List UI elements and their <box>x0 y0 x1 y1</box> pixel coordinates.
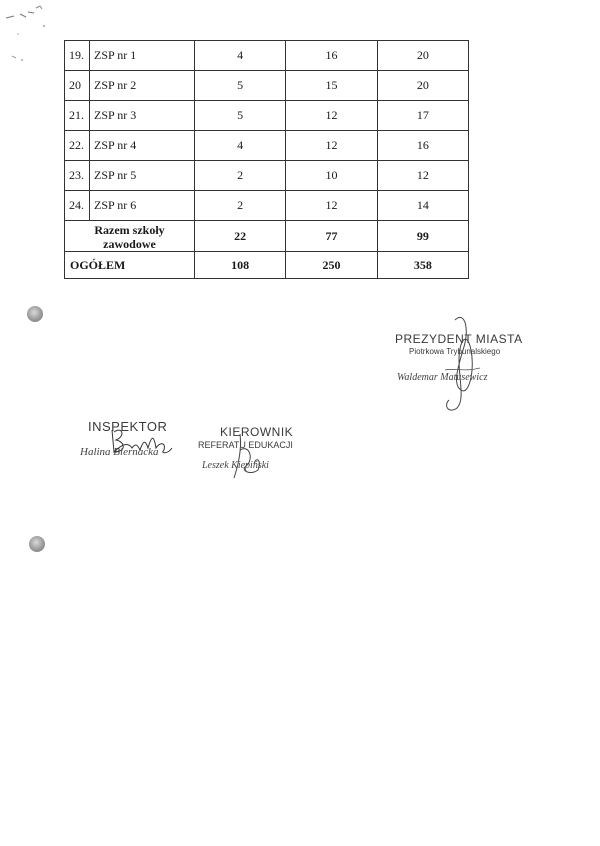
row-number: 19. <box>65 41 90 71</box>
table-row <box>65 191 469 221</box>
inspektor-name: Halina Biernacka <box>80 446 159 458</box>
prezydent-title: PREZYDENT MIASTA <box>395 332 523 346</box>
value-3: 12 <box>377 161 468 191</box>
school-name: ZSP nr 1 <box>90 41 195 71</box>
value-1: 2 <box>195 191 286 221</box>
value-2: 10 <box>286 161 377 191</box>
subtotal-label <box>65 221 195 252</box>
row-number: 21. <box>65 101 90 131</box>
value-1: 5 <box>195 101 286 131</box>
school-name: ZSP nr 2 <box>90 71 195 101</box>
value-1: 4 <box>195 131 286 161</box>
punch-hole-bottom <box>29 536 45 552</box>
table-row <box>65 161 469 191</box>
value-2: 12 <box>286 101 377 131</box>
total-v2: 250 <box>286 252 377 279</box>
kierownik-subtitle: REFERATU EDUKACJI <box>198 440 293 450</box>
value-2: 12 <box>286 191 377 221</box>
subtotal-label-line1: Razem szkoły <box>94 223 165 237</box>
school-name: ZSP nr 6 <box>90 191 195 221</box>
subtotal-row <box>65 221 469 252</box>
inspektor-signature <box>108 424 178 460</box>
total-row <box>65 252 469 279</box>
inspektor-title: INSPEKTOR <box>88 419 168 434</box>
school-name: ZSP nr 4 <box>90 131 195 161</box>
value-1: 4 <box>195 41 286 71</box>
subtotal-v1: 22 <box>195 221 286 252</box>
kierownik-signature <box>220 430 270 485</box>
value-1: 2 <box>195 161 286 191</box>
value-3: 20 <box>377 71 468 101</box>
table-row <box>65 101 469 131</box>
school-name: ZSP nr 3 <box>90 101 195 131</box>
subtotal-v2: 77 <box>286 221 377 252</box>
prezydent-subtitle: Piotrkowa Trybunalskiego <box>409 347 501 356</box>
schools-table <box>64 40 469 279</box>
subtotal-v3: 99 <box>377 221 468 252</box>
value-3: 20 <box>377 41 468 71</box>
row-number: 20 <box>65 71 90 101</box>
punch-hole-top <box>27 306 43 322</box>
value-1: 5 <box>195 71 286 101</box>
row-number: 22. <box>65 131 90 161</box>
prezydent-signature <box>425 310 500 420</box>
table-row <box>65 131 469 161</box>
total-label: OGÓŁEM <box>65 252 195 279</box>
kierownik-title: KIEROWNIK <box>220 425 294 439</box>
kierownik-name: Leszek Kiepiński <box>202 460 269 471</box>
table-row <box>65 71 469 101</box>
subtotal-label-line2: zawodowe <box>103 237 156 251</box>
value-3: 16 <box>377 131 468 161</box>
total-v3: 358 <box>377 252 468 279</box>
row-number: 23. <box>65 161 90 191</box>
row-number: 24. <box>65 191 90 221</box>
scan-specks <box>0 0 60 80</box>
value-3: 17 <box>377 101 468 131</box>
value-2: 15 <box>286 71 377 101</box>
value-2: 16 <box>286 41 377 71</box>
prezydent-name: Waldemar Matusewicz <box>397 372 488 383</box>
value-3: 14 <box>377 191 468 221</box>
school-name: ZSP nr 5 <box>90 161 195 191</box>
table-row <box>65 41 469 71</box>
value-2: 12 <box>286 131 377 161</box>
total-v1: 108 <box>195 252 286 279</box>
